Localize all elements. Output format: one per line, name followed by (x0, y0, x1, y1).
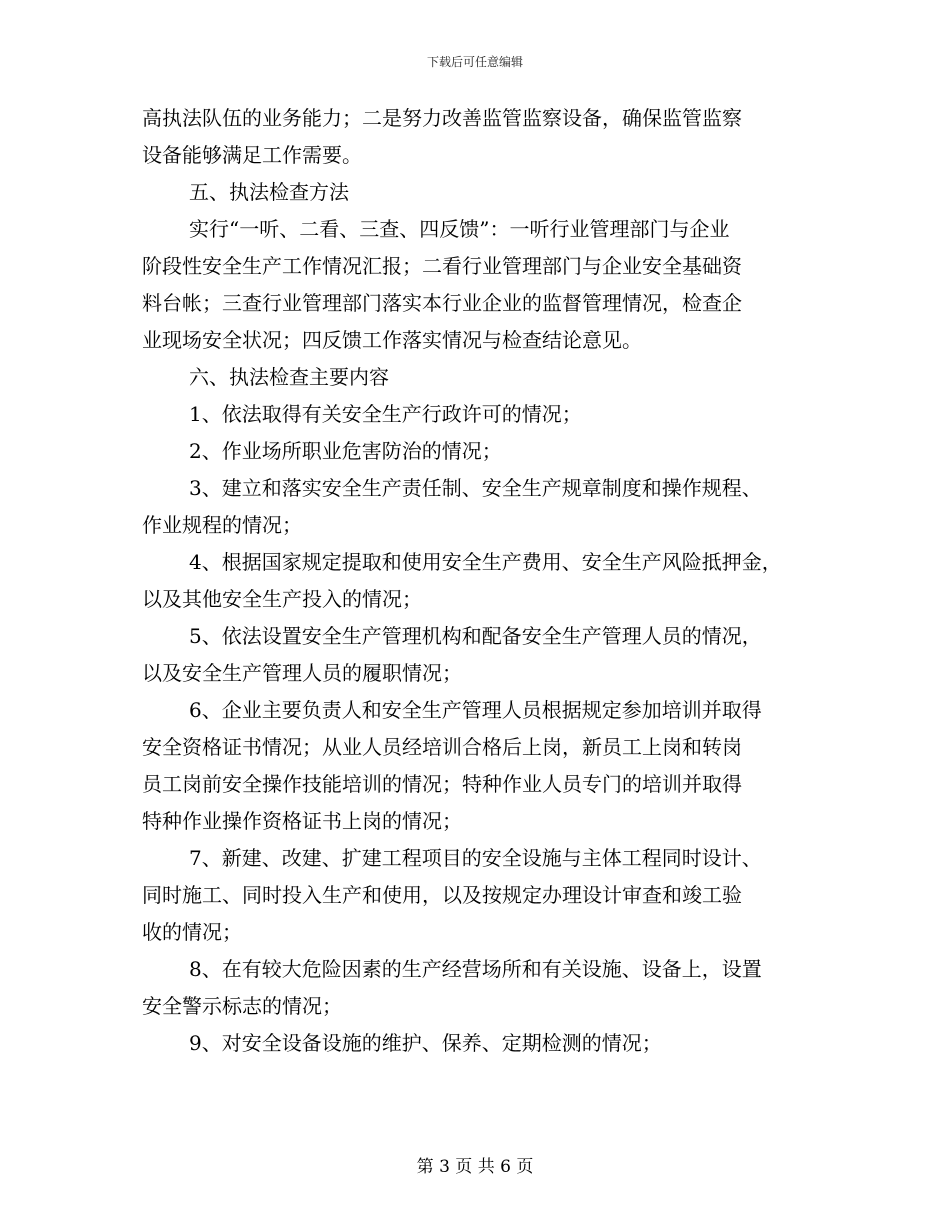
document-body (142, 100, 812, 1062)
section-heading: 六、执法检查主要内容 (189, 365, 389, 389)
body-line: 同时施工、同时投入生产和使用，以及按规定办理设计审查和竣工验 (142, 883, 742, 907)
list-item: 5、依法设置安全生产管理机构和配备安全生产管理人员的情况， (189, 624, 762, 648)
body-line: 安全资格证书情况；从业人员经培训合格后上岗，新员工上岗和转岗 (142, 735, 742, 759)
body-line: 高执法队伍的业务能力；二是努力改善监管监察设备，确保监管监察 (142, 106, 742, 130)
list-item: 6、企业主要负责人和安全生产管理人员根据规定参加培训并取得 (189, 698, 762, 722)
body-line: 员工岗前安全操作技能培训的情况；特种作业人员专门的培训并取得 (142, 772, 742, 796)
body-line: 实行“一听、二看、三查、四反馈”：一听行业管理部门与企业 (189, 217, 730, 241)
body-line: 收的情况； (142, 920, 242, 944)
list-item: 1、依法取得有关安全生产行政许可的情况； (189, 402, 582, 426)
list-item: 7、新建、改建、扩建工程项目的安全设施与主体工程同时设计、 (189, 846, 762, 870)
body-line: 设备能够满足工作需要。 (142, 143, 362, 167)
body-line: 以及安全生产管理人员的履职情况； (142, 661, 462, 685)
page-header: 下载后可任意编辑 (426, 55, 523, 69)
body-line: 料台帐；三查行业管理部门落实本行业企业的监督管理情况，检查企 (142, 291, 742, 315)
list-item: 9、对安全设备设施的维护、保养、定期检测的情况； (189, 1031, 662, 1055)
page-number: 第 3 页 共 6 页 (416, 1157, 534, 1177)
list-item: 4、根据国家规定提取和使用安全生产费用、安全生产风险抵押金， (189, 550, 782, 574)
list-item: 2、作业场所职业危害防治的情况； (189, 439, 502, 463)
body-line: 以及其他安全生产投入的情况； (142, 587, 422, 611)
section-heading: 五、执法检查方法 (189, 180, 349, 204)
body-line: 业现场安全状况；四反馈工作落实情况与检查结论意见。 (142, 328, 642, 352)
list-item: 3、建立和落实安全生产责任制、安全生产规章制度和操作规程、 (189, 476, 762, 500)
body-line: 作业规程的情况； (142, 513, 302, 537)
body-line: 特种作业操作资格证书上岗的情况； (142, 809, 462, 833)
body-line: 安全警示标志的情况； (142, 994, 342, 1018)
list-item: 8、在有较大危险因素的生产经营场所和有关设施、设备上，设置 (189, 957, 762, 981)
body-line: 阶段性安全生产工作情况汇报；二看行业管理部门与企业安全基础资 (142, 254, 742, 278)
